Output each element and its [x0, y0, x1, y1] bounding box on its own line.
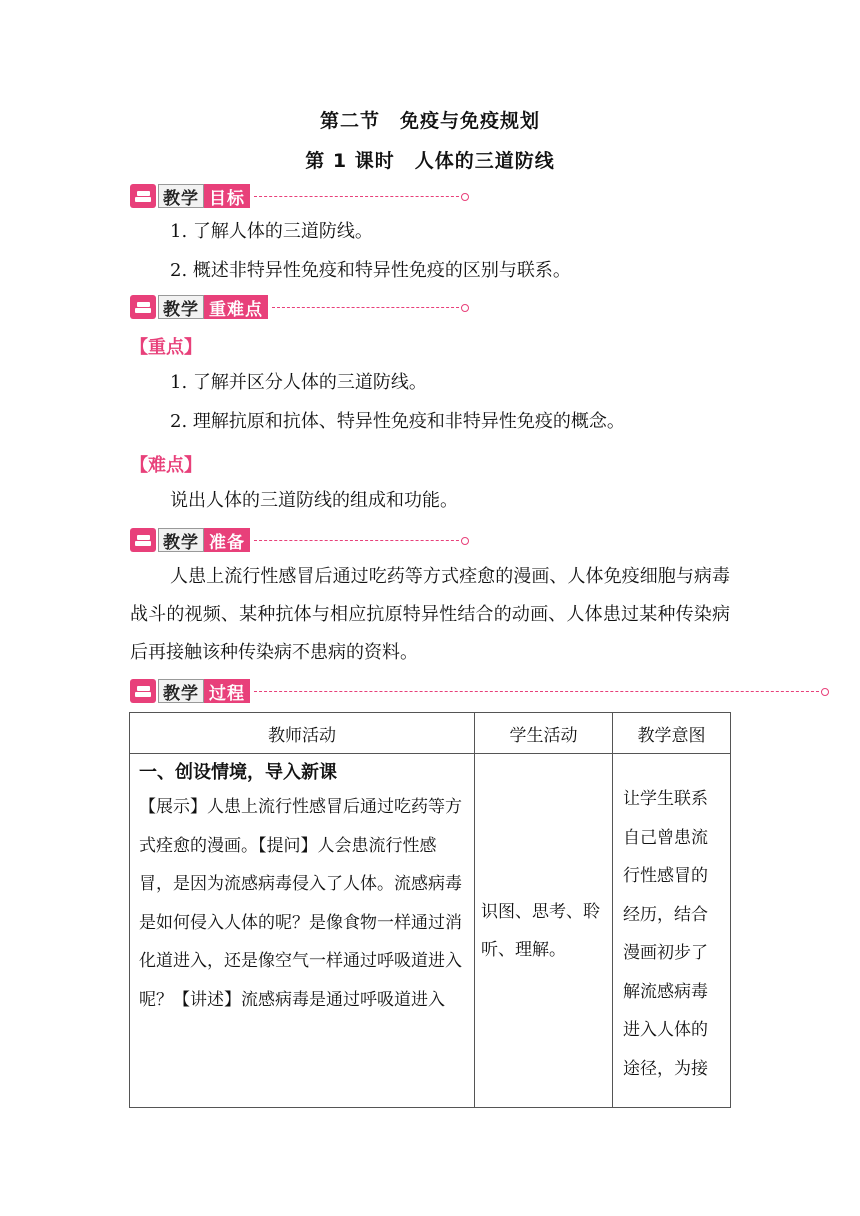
divider — [254, 691, 824, 692]
teacher-text: 【展示】人患上流行性感冒后通过吃药等方式痊愈的漫画。【提问】人会患流行性感冒，是因为流感病毒侵入了人体。流感病毒是如何侵入人体的呢？是像食物一样通过消化道进入，还是像空气一样通过呼吸道进入呢？【讲述】流感病毒是通过呼吸道进入 — [139, 797, 462, 1010]
badge-prefix: 教学 — [158, 679, 204, 703]
badge-label: 重难点 — [204, 295, 268, 319]
section-badge-prep — [130, 527, 464, 553]
book-stack-icon — [130, 528, 156, 552]
section-badge-process — [130, 678, 824, 704]
key-item: 1. 了解并区分人体的三道防线。 — [170, 372, 427, 393]
student-activity-cell: 识图、思考、聆听、理解。 — [475, 754, 613, 1108]
difficult-text: 说出人体的三道防线的组成和功能。 — [170, 490, 458, 511]
book-stack-icon — [130, 295, 156, 319]
lesson-process-table — [129, 712, 731, 1108]
goal-item: 2. 概述非特异性免疫和特异性免疫的区别与联系。 — [170, 260, 571, 281]
header-intent: 教学意图 — [613, 713, 731, 754]
divider — [254, 540, 464, 541]
badge-prefix: 教学 — [158, 295, 204, 319]
goal-item: 1. 了解人体的三道防线。 — [170, 221, 373, 242]
teacher-heading: 一、创设情境，导入新课 — [139, 762, 337, 783]
difficult-label: 【难点】 — [130, 455, 202, 476]
divider — [254, 196, 464, 197]
section-badge-keypoints — [130, 294, 464, 320]
book-stack-icon — [130, 184, 156, 208]
prep-paragraph: 人患上流行性感冒后通过吃药等方式痊愈的漫画、人体免疫细胞与病毒战斗的视频、某种抗体与相应抗原特异性结合的动画、人体患过某种传染病后再接触该种传染病不患病的资料。 — [130, 566, 730, 663]
section-badge-goals — [130, 183, 464, 209]
intent-cell: 让学生联系自己曾患流行性感冒的经历，结合漫画初步了解流感病毒进入人体的途径，为接 — [613, 754, 731, 1108]
badge-prefix: 教学 — [158, 528, 204, 552]
book-stack-icon — [130, 679, 156, 703]
teacher-activity-cell — [130, 754, 475, 1108]
badge-label: 过程 — [204, 679, 250, 703]
table-header-row — [130, 713, 731, 754]
badge-prefix: 教学 — [158, 184, 204, 208]
page-title: 第二节 免疫与免疫规划 — [319, 110, 540, 132]
key-item: 2. 理解抗原和抗体、特异性免疫和非特异性免疫的概念。 — [170, 411, 625, 432]
table-row — [130, 754, 731, 1108]
header-student: 学生活动 — [475, 713, 613, 754]
key-label: 【重点】 — [130, 337, 202, 358]
badge-label: 准备 — [204, 528, 250, 552]
badge-label: 目标 — [204, 184, 250, 208]
header-teacher: 教师活动 — [130, 713, 475, 754]
lesson-subtitle: 第 1 课时 人体的三道防线 — [305, 150, 555, 172]
divider — [272, 307, 464, 308]
